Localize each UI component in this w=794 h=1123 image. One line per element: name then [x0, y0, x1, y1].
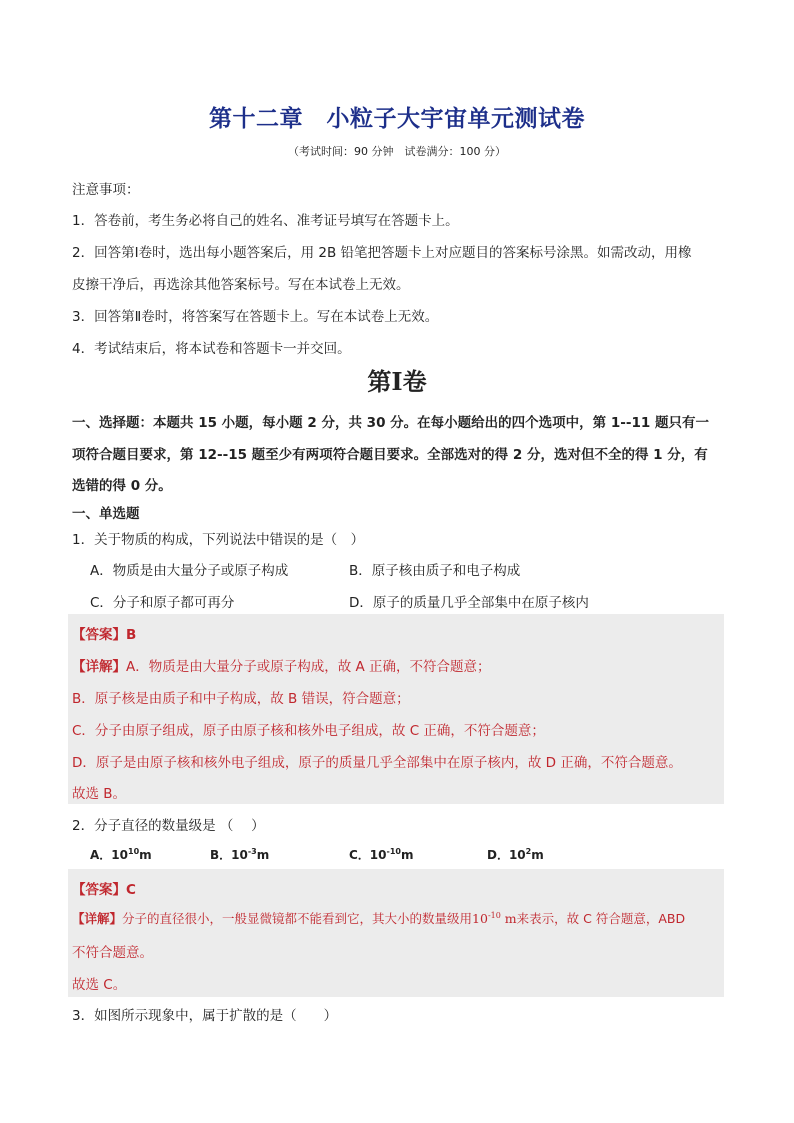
question-1-option-d: D．原子的质量几乎全部集中在原子核内	[349, 595, 589, 611]
question-1-answer-box	[68, 614, 724, 804]
note-item: 1．答卷前，考生务必将自己的姓名、准考证号填写在答题卡上。	[72, 213, 459, 229]
section-instructions: 选错的得 0 分。	[72, 478, 172, 494]
section-subheading: 一、单选题	[72, 506, 140, 522]
note-item: 皮擦干净后，再选涂其他答案标号。写在本试卷上无效。	[72, 277, 410, 293]
section-instructions: 一、选择题：本题共 15 小题，每小题 2 分，共 30 分。在每小题给出的四个选项中，第 1--11 题只有一	[72, 415, 709, 431]
section-instructions: 项符合题目要求，第 12--15 题至少有两项符合题目要求。全部选对的得 2 分，选对但不全的得 1 分，有	[72, 447, 708, 463]
question-1-stem: 1．关于物质的构成，下列说法中错误的是（ ）	[72, 532, 365, 548]
notes-heading: 注意事项：	[72, 182, 140, 198]
page-title: 第十二章 小粒子大宇宙单元测试卷	[209, 106, 585, 132]
question-1-option-b: B．原子核由质子和电子构成	[349, 563, 521, 579]
detail-line	[72, 655, 491, 675]
question-2-option-c: C．$10^{-10}m$	[349, 847, 414, 862]
question-3-stem: 3．如图所示现象中，属于扩散的是（ ）	[72, 1008, 338, 1024]
question-1-option-a: A．物质是由大量分子或原子构成	[90, 563, 289, 579]
answer-label: 【答案】C	[72, 882, 136, 898]
detail-line: D．原子是由原子核和核外电子组成，原子的质量几乎全部集中在原子核内，故 D 正确，不符合题意。	[72, 755, 682, 771]
exam-info: （考试时间：90 分钟 试卷满分：100 分）	[288, 145, 506, 158]
note-item: 2．回答第Ⅰ卷时，选出每小题答案后，用 2B 铅笔把答题卡上对应题目的答案标号涂黑。如需改动，用橡	[72, 245, 692, 261]
question-2-answer-box	[68, 869, 724, 997]
detail-text: A．物质是由大量分子或原子构成，故 A 正确，不符合题意；	[126, 659, 491, 675]
detail-conclusion: 故选 B。	[72, 786, 127, 802]
question-2-option-b: B．$10^{-3}m$	[210, 847, 270, 862]
detail-line: 【详解】分子的直径很小，一般显微镜都不能看到它，其大小的数量级用$10^{-10}$ m来表示，故 C 符合题意，ABD	[72, 910, 686, 926]
detail-tag: 【详解】	[72, 659, 126, 675]
question-2-option-a: A．$10^{10}m$	[90, 847, 152, 862]
note-item: 3．回答第Ⅱ卷时，将答案写在答题卡上。写在本试卷上无效。	[72, 309, 439, 325]
volume-heading: 第Ⅰ卷	[367, 367, 427, 396]
detail-line: C．分子由原子组成，原子由原子核和核外电子组成，故 C 正确，不符合题意；	[72, 723, 545, 739]
note-item: 4．考试结束后，将本试卷和答题卡一并交回。	[72, 341, 351, 357]
question-1-option-c: C．分子和原子都可再分	[90, 595, 235, 611]
detail-line: 不符合题意。	[72, 945, 153, 961]
answer-label: 【答案】B	[72, 627, 137, 643]
question-2-stem: 2．分子直径的数量级是 （ ）	[72, 818, 265, 834]
question-2-option-d: D．$10^2m$	[487, 847, 544, 862]
detail-conclusion: 故选 C。	[72, 977, 127, 993]
detail-line: B．原子核是由质子和中子构成，故 B 错误，符合题意；	[72, 691, 410, 707]
